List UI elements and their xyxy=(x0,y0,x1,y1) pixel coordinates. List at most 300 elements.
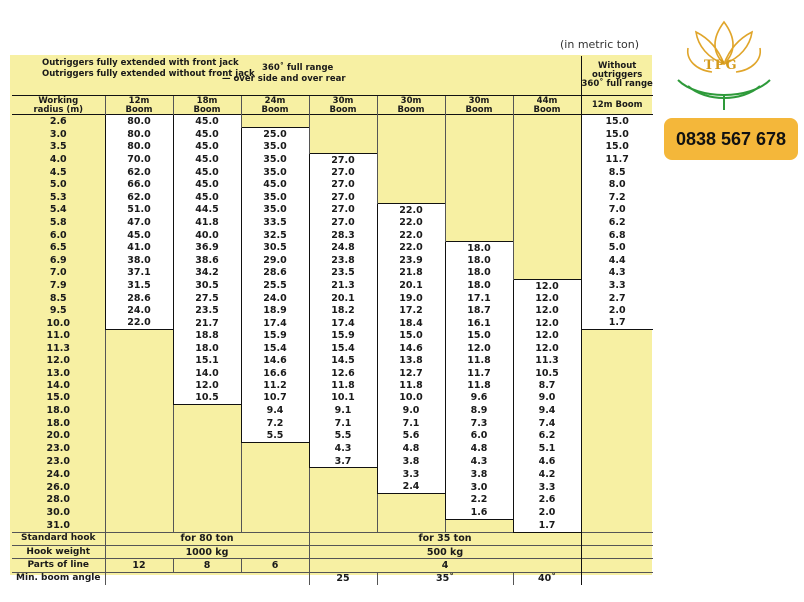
capacity-cell: 4.2 xyxy=(513,468,581,481)
capacity-cell: 24.8 xyxy=(309,241,377,254)
radius-cell: 5.8 xyxy=(49,217,67,229)
capacity-cell xyxy=(105,355,173,367)
capacity-cell: 2.2 xyxy=(445,493,513,506)
table-row xyxy=(12,204,653,217)
capacity-cell: 10.5 xyxy=(513,367,581,379)
capacity-cell xyxy=(105,367,173,379)
table-row xyxy=(12,442,653,455)
capacity-cell: 4.6 xyxy=(513,455,581,468)
table-row xyxy=(12,267,653,280)
radius-cell: 20.0 xyxy=(46,430,70,442)
capacity-cell: 80.0 xyxy=(105,128,173,141)
capacity-cell xyxy=(105,392,173,405)
capacity-cell: 5.5 xyxy=(241,429,309,442)
capacity-cell: 70.0 xyxy=(105,153,173,166)
table-row xyxy=(12,493,653,506)
load-chart-table xyxy=(12,56,653,585)
radius-header xyxy=(12,96,105,115)
unit-note: (in metric ton) xyxy=(560,38,640,51)
capacity-cell xyxy=(377,506,445,519)
table-row xyxy=(12,342,653,354)
capacity-cell xyxy=(173,455,241,468)
capacity-cell: 37.1 xyxy=(105,267,173,280)
without-line-2: outriggers xyxy=(592,70,643,80)
capacity-cell xyxy=(105,468,173,481)
capacity-cell xyxy=(513,178,581,190)
footer-empty xyxy=(105,572,309,585)
capacity-cell: 18.0 xyxy=(445,254,513,266)
table-row xyxy=(12,304,653,316)
capacity-cell xyxy=(445,115,513,128)
without-line-1: Without xyxy=(597,61,637,71)
boom-header-line: 30m xyxy=(400,96,422,106)
capacity-cell: 31.5 xyxy=(105,279,173,292)
without-outrigger-cell: 6.8 xyxy=(581,229,653,242)
footer-empty xyxy=(581,559,653,572)
capacity-cell: 22.0 xyxy=(377,229,445,242)
radius-cell: 23.0 xyxy=(46,455,70,467)
capacity-cell: 7.2 xyxy=(241,417,309,429)
boom-header xyxy=(105,96,173,115)
capacity-cell: 18.9 xyxy=(241,304,309,316)
capacity-cell: 21.3 xyxy=(309,279,377,292)
capacity-cell xyxy=(105,455,173,468)
capacity-cell xyxy=(241,493,309,506)
capacity-cell: 2.4 xyxy=(377,481,445,494)
capacity-cell: 27.0 xyxy=(309,178,377,190)
capacity-cell: 11.8 xyxy=(309,379,377,391)
radius-cell: 4.5 xyxy=(49,166,67,178)
capacity-cell: 22.0 xyxy=(377,216,445,228)
capacity-cell xyxy=(513,141,581,154)
table-row xyxy=(12,191,653,204)
radius-cell: 30.0 xyxy=(46,507,70,519)
capacity-cell: 5.5 xyxy=(309,429,377,442)
capacity-cell xyxy=(105,506,173,519)
capacity-cell: 18.4 xyxy=(377,317,445,330)
capacity-cell xyxy=(105,417,173,429)
boom-header xyxy=(377,96,445,115)
radius-cell: 10.0 xyxy=(46,317,70,329)
without-outrigger-cell: 11.7 xyxy=(581,153,653,166)
capacity-cell xyxy=(513,153,581,166)
capacity-cell: 25.0 xyxy=(241,128,309,141)
boom-header-line: Boom xyxy=(193,104,221,115)
capacity-cell xyxy=(241,506,309,519)
capacity-cell xyxy=(241,519,309,532)
table-row xyxy=(12,404,653,417)
capacity-cell: 34.2 xyxy=(173,267,241,280)
capacity-cell: 23.8 xyxy=(309,254,377,266)
capacity-cell: 35.0 xyxy=(241,153,309,166)
radius-cell: 31.0 xyxy=(46,519,70,531)
boom-header-line: Boom xyxy=(125,104,153,115)
capacity-cell: 3.8 xyxy=(445,468,513,481)
footer-empty xyxy=(581,546,653,559)
capacity-cell: 15.4 xyxy=(241,342,309,354)
boom-header-line: 44m xyxy=(536,96,558,106)
boom-header xyxy=(445,96,513,115)
capacity-cell: 35.0 xyxy=(241,166,309,178)
footer-empty xyxy=(581,532,653,545)
radius-cell: 28.0 xyxy=(46,494,70,506)
capacity-cell xyxy=(377,166,445,178)
capacity-cell: 27.5 xyxy=(173,292,241,304)
capacity-cell: 45.0 xyxy=(173,115,241,128)
boom-header xyxy=(309,96,377,115)
capacity-cell: 3.8 xyxy=(377,455,445,468)
capacity-cell xyxy=(309,506,377,519)
capacity-cell: 6.2 xyxy=(513,429,581,442)
boom-header-line: Boom xyxy=(397,104,425,115)
without-outrigger-cell: 5.0 xyxy=(581,241,653,254)
capacity-cell: 22.0 xyxy=(105,317,173,330)
table-row xyxy=(12,241,653,254)
hook-weight-row xyxy=(12,546,653,559)
capacity-cell: 18.0 xyxy=(173,342,241,354)
capacity-cell: 12.0 xyxy=(445,342,513,354)
without-outrigger-cell: 1.7 xyxy=(581,317,653,330)
without-outrigger-cell: 4.3 xyxy=(581,267,653,280)
radius-cell: 6.5 xyxy=(49,242,67,254)
footer-value: 40˚ xyxy=(513,572,581,585)
table-row xyxy=(12,355,653,367)
table-row xyxy=(12,455,653,468)
capacity-cell: 25.5 xyxy=(241,279,309,292)
capacity-cell: 27.0 xyxy=(309,166,377,178)
without-outrigger-cell xyxy=(581,367,653,379)
capacity-cell xyxy=(377,178,445,190)
phone-badge[interactable]: 0838 567 678 xyxy=(664,118,798,160)
table-row xyxy=(12,178,653,190)
capacity-cell: 7.3 xyxy=(445,417,513,429)
capacity-cell: 12.0 xyxy=(513,317,581,330)
table-row xyxy=(12,468,653,481)
boom-header-line: 30m xyxy=(332,96,354,106)
capacity-cell xyxy=(513,191,581,204)
radius-header-line: radius (m) xyxy=(33,104,84,115)
capacity-cell xyxy=(309,115,377,128)
capacity-cell: 19.0 xyxy=(377,292,445,304)
radius-cell: 3.0 xyxy=(49,128,67,140)
boom-header xyxy=(241,96,309,115)
radius-cell: 14.0 xyxy=(46,379,70,391)
capacity-cell xyxy=(173,404,241,417)
capacity-cell: 18.7 xyxy=(445,304,513,316)
without-outrigger-cell: 2.7 xyxy=(581,292,653,304)
capacity-cell: 7.1 xyxy=(377,417,445,429)
title-line-2: Outriggers fully extended without front jack xyxy=(42,69,255,79)
table-row xyxy=(12,141,653,154)
capacity-cell xyxy=(513,267,581,280)
capacity-cell: 11.8 xyxy=(445,355,513,367)
without-outrigger-cell: 15.0 xyxy=(581,115,653,128)
table-row xyxy=(12,317,653,330)
radius-cell: 13.0 xyxy=(46,367,70,379)
capacity-cell xyxy=(445,191,513,204)
radius-cell: 5.0 xyxy=(49,179,67,191)
without-outrigger-cell: 15.0 xyxy=(581,128,653,141)
table-row xyxy=(12,128,653,141)
without-line-3: 360˚ full range xyxy=(581,79,653,89)
capacity-cell: 15.0 xyxy=(445,330,513,343)
radius-cell: 18.0 xyxy=(46,417,70,429)
capacity-cell: 15.4 xyxy=(309,342,377,354)
capacity-cell xyxy=(241,455,309,468)
capacity-cell xyxy=(173,506,241,519)
radius-cell: 26.0 xyxy=(46,481,70,493)
capacity-cell xyxy=(445,153,513,166)
footer-value: 25 xyxy=(309,572,377,585)
table-row xyxy=(12,429,653,442)
footer-label: Standard hook xyxy=(12,532,105,545)
capacity-cell xyxy=(105,330,173,343)
radius-cell: 15.0 xyxy=(46,392,70,404)
without-outrigger-cell xyxy=(581,506,653,519)
capacity-cell xyxy=(445,178,513,190)
capacity-cell xyxy=(105,379,173,391)
capacity-cell: 9.4 xyxy=(513,404,581,417)
capacity-cell: 45.0 xyxy=(105,229,173,242)
capacity-cell xyxy=(173,442,241,455)
table-title xyxy=(12,56,581,96)
capacity-cell: 17.2 xyxy=(377,304,445,316)
capacity-cell: 1.7 xyxy=(513,519,581,532)
without-outrigger-cell: 4.4 xyxy=(581,254,653,266)
capacity-cell: 10.7 xyxy=(241,392,309,405)
without-outrigger-cell: 8.5 xyxy=(581,166,653,178)
parts-of-line-row xyxy=(12,559,653,572)
capacity-cell: 45.0 xyxy=(173,191,241,204)
radius-cell: 11.0 xyxy=(46,330,70,342)
capacity-cell: 24.0 xyxy=(241,292,309,304)
capacity-cell: 9.6 xyxy=(445,392,513,405)
without-outrigger-cell xyxy=(581,404,653,417)
capacity-cell: 14.6 xyxy=(377,342,445,354)
capacity-cell: 11.8 xyxy=(377,379,445,391)
capacity-cell: 66.0 xyxy=(105,178,173,190)
footer-label: Hook weight xyxy=(12,546,105,559)
capacity-cell xyxy=(173,519,241,532)
boom-header-line: Boom xyxy=(261,104,289,115)
capacity-cell: 44.5 xyxy=(173,204,241,217)
capacity-cell: 22.0 xyxy=(377,204,445,217)
without-boom-header: 12m Boom xyxy=(581,96,653,115)
capacity-cell xyxy=(445,166,513,178)
capacity-cell: 9.1 xyxy=(309,404,377,417)
capacity-cell: 33.5 xyxy=(241,216,309,228)
footer-value: 8 xyxy=(173,559,241,572)
radius-cell: 8.5 xyxy=(49,292,67,304)
boom-header-line: 12m xyxy=(128,96,150,106)
capacity-cell: 80.0 xyxy=(105,115,173,128)
capacity-cell: 3.0 xyxy=(445,481,513,494)
capacity-cell: 23.5 xyxy=(173,304,241,316)
boom-header-line: 18m xyxy=(196,96,218,106)
without-outrigger-cell xyxy=(581,355,653,367)
capacity-cell: 45.0 xyxy=(173,153,241,166)
capacity-cell xyxy=(377,141,445,154)
capacity-cell: 27.0 xyxy=(309,153,377,166)
boom-header-line: 24m xyxy=(264,96,286,106)
capacity-cell xyxy=(513,115,581,128)
table-row xyxy=(12,330,653,343)
capacity-cell xyxy=(173,429,241,442)
capacity-cell: 12.7 xyxy=(377,367,445,379)
radius-cell: 7.9 xyxy=(49,280,67,292)
capacity-cell xyxy=(513,166,581,178)
without-outrigger-cell: 6.2 xyxy=(581,216,653,228)
capacity-cell xyxy=(309,519,377,532)
capacity-cell: 28.6 xyxy=(241,267,309,280)
table-row xyxy=(12,367,653,379)
capacity-cell xyxy=(377,191,445,204)
capacity-cell: 2.0 xyxy=(513,506,581,519)
capacity-cell: 9.0 xyxy=(513,392,581,405)
capacity-cell xyxy=(513,229,581,242)
capacity-cell: 5.1 xyxy=(513,442,581,455)
radius-cell: 4.0 xyxy=(49,154,67,166)
capacity-cell xyxy=(309,141,377,154)
capacity-cell: 62.0 xyxy=(105,191,173,204)
capacity-cell: 6.0 xyxy=(445,429,513,442)
capacity-cell: 38.0 xyxy=(105,254,173,266)
capacity-cell: 8.9 xyxy=(445,404,513,417)
capacity-cell: 12.0 xyxy=(513,292,581,304)
table-row xyxy=(12,153,653,166)
without-outrigger-cell: 15.0 xyxy=(581,141,653,154)
capacity-cell: 41.0 xyxy=(105,241,173,254)
capacity-cell xyxy=(105,442,173,455)
table-row xyxy=(12,216,653,228)
capacity-cell xyxy=(377,128,445,141)
without-outrigger-cell xyxy=(581,342,653,354)
footer-value: 12 xyxy=(105,559,173,572)
capacity-cell: 12.0 xyxy=(173,379,241,391)
capacity-cell: 13.8 xyxy=(377,355,445,367)
capacity-cell: 7.1 xyxy=(309,417,377,429)
footer-value: 6 xyxy=(241,559,309,572)
capacity-cell xyxy=(377,115,445,128)
capacity-cell: 18.8 xyxy=(173,330,241,343)
radius-cell: 9.5 xyxy=(49,305,67,317)
capacity-cell: 14.6 xyxy=(241,355,309,367)
radius-cell: 6.9 xyxy=(49,254,67,266)
capacity-cell: 20.1 xyxy=(377,279,445,292)
table-row xyxy=(12,279,653,292)
without-outrigger-cell: 2.0 xyxy=(581,304,653,316)
capacity-cell xyxy=(241,468,309,481)
without-outrigger-cell xyxy=(581,417,653,429)
capacity-cell: 23.5 xyxy=(309,267,377,280)
footer-value: for 80 ton xyxy=(105,532,309,545)
capacity-cell: 20.1 xyxy=(309,292,377,304)
table-row xyxy=(12,506,653,519)
capacity-cell xyxy=(445,128,513,141)
without-outrigger-cell xyxy=(581,429,653,442)
capacity-cell: 30.5 xyxy=(173,279,241,292)
capacity-cell: 27.0 xyxy=(309,204,377,217)
capacity-cell xyxy=(105,429,173,442)
boom-header-line: Boom xyxy=(465,104,493,115)
capacity-cell: 4.3 xyxy=(445,455,513,468)
capacity-cell: 10.5 xyxy=(173,392,241,405)
capacity-cell xyxy=(445,204,513,217)
capacity-cell xyxy=(445,216,513,228)
radius-cell: 3.5 xyxy=(49,141,67,153)
footer-label: Min. boom angle xyxy=(12,572,105,585)
capacity-cell xyxy=(241,115,309,128)
capacity-cell xyxy=(105,342,173,354)
footer-value: for 35 ton xyxy=(309,532,581,545)
capacity-cell xyxy=(513,254,581,266)
capacity-cell: 11.3 xyxy=(513,355,581,367)
capacity-cell: 4.3 xyxy=(309,442,377,455)
capacity-cell: 17.4 xyxy=(309,317,377,330)
capacity-cell: 12.0 xyxy=(513,330,581,343)
capacity-cell: 11.8 xyxy=(445,379,513,391)
radius-cell: 12.0 xyxy=(46,355,70,367)
capacity-cell: 21.8 xyxy=(377,267,445,280)
capacity-cell: 12.6 xyxy=(309,367,377,379)
capacity-cell: 45.0 xyxy=(241,178,309,190)
footer-value: 1000 kg xyxy=(105,546,309,559)
capacity-cell xyxy=(309,481,377,494)
table-row xyxy=(12,379,653,391)
radius-cell: 5.4 xyxy=(49,204,67,216)
boom-header-line: 30m xyxy=(468,96,490,106)
capacity-cell xyxy=(377,519,445,532)
capacity-cell xyxy=(105,519,173,532)
capacity-cell: 45.0 xyxy=(173,178,241,190)
without-outrigger-cell: 8.0 xyxy=(581,178,653,190)
radius-cell: 2.6 xyxy=(12,115,105,128)
capacity-cell: 27.0 xyxy=(309,191,377,204)
capacity-cell xyxy=(445,141,513,154)
capacity-cell: 12.0 xyxy=(513,304,581,316)
without-outrigger-cell xyxy=(581,481,653,494)
capacity-cell: 41.8 xyxy=(173,216,241,228)
capacity-cell: 2.6 xyxy=(513,493,581,506)
boom-header xyxy=(173,96,241,115)
table-row xyxy=(12,166,653,178)
boom-header-line: Boom xyxy=(329,104,357,115)
capacity-cell: 3.3 xyxy=(377,468,445,481)
without-outrigger-cell xyxy=(581,493,653,506)
capacity-cell xyxy=(309,128,377,141)
capacity-cell: 4.8 xyxy=(445,442,513,455)
capacity-cell: 45.0 xyxy=(173,166,241,178)
standard-hook-row xyxy=(12,532,653,545)
table-row xyxy=(12,229,653,242)
without-outrigger-cell xyxy=(581,379,653,391)
capacity-cell: 45.0 xyxy=(173,141,241,154)
capacity-cell: 27.0 xyxy=(309,216,377,228)
table-row xyxy=(12,392,653,405)
capacity-cell xyxy=(513,128,581,141)
capacity-cell: 24.0 xyxy=(105,304,173,316)
min-boom-angle-row xyxy=(12,572,653,585)
range-label-1: 360˚ full range xyxy=(262,63,334,73)
title-line-1: Outriggers fully extended with front jack xyxy=(42,58,239,68)
capacity-cell: 9.4 xyxy=(241,404,309,417)
footer-label: Parts of line xyxy=(12,559,105,572)
capacity-cell: 15.9 xyxy=(241,330,309,343)
capacity-cell: 16.6 xyxy=(241,367,309,379)
capacity-cell xyxy=(445,519,513,532)
table-row xyxy=(12,481,653,494)
radius-cell: 7.0 xyxy=(49,267,67,279)
